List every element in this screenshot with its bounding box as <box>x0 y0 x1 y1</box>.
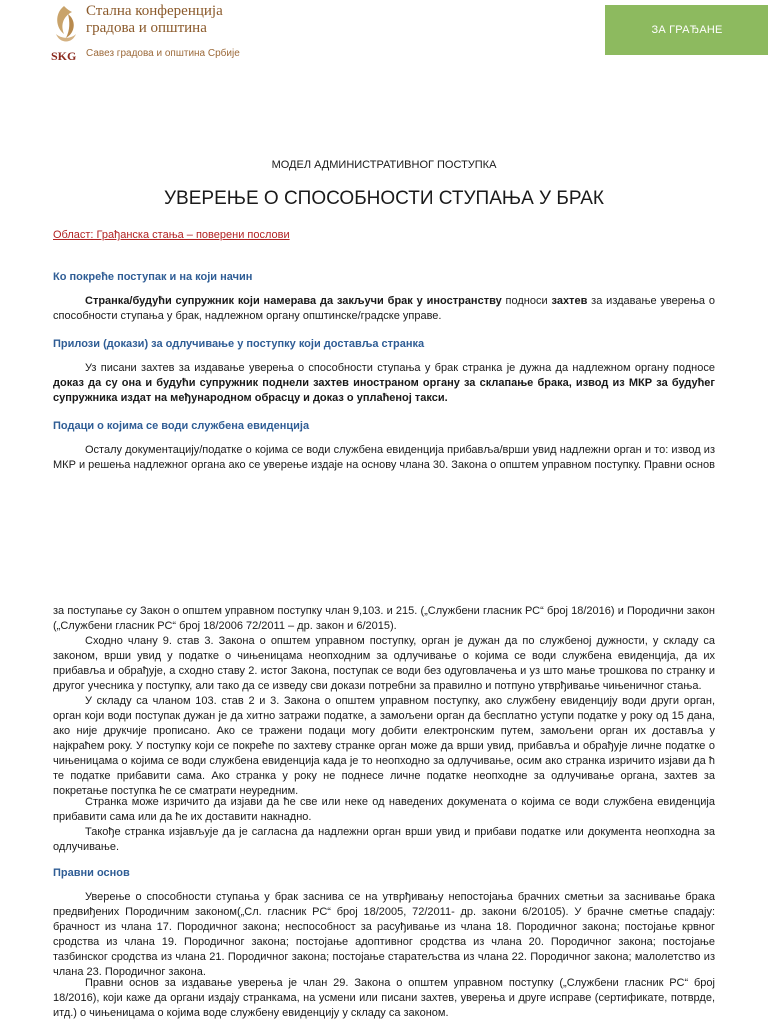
document-title: УВЕРЕЊЕ О СПОСОБНОСТИ СТУПАЊА У БРАК <box>163 188 604 209</box>
section-heading-legal-basis: Правни основ <box>53 867 130 879</box>
paragraph-records-5: Странка може изричито да изјави да ће све или неке од наведених докумената о којима се води службена евиденција прибавити сама или да ће их доставити накнадно. <box>53 796 715 823</box>
paragraph-legal-basis-1: Уверење о способности ступања у брак заснива се на утврђивању непостојања брачних сметњи за заснивање брака предвиђених Породичним законом(„Сл. гласник РС“ број 18/2005, 72/2011- др. закони 6/20105). У брачне сметње спадају: брачност из члана 17. Породичног закона; неспособност за расуђивање из члана 18. Породичног закона; постојање крвног сродства из члана 19. Породичног закона; постојање адоптивног сродства из члана 20. Породичног закона; постојање тазбинског сродства из члана 21. Породичног закона; постојање старатељства из члана 22. Породичног закона; малолетство из члана 23. Породичног закона. <box>53 891 715 978</box>
logo-mark-icon <box>50 4 82 66</box>
paragraph-records-6: Такође странка изјављује да је сагласна да надлежни орган врши увид и прибави податке или документа неопходна за одлучивање. <box>53 826 715 853</box>
paragraph-initiation <box>53 294 715 324</box>
document-overline: МОДЕЛ АДМИНИСТРАТИВНОГ ПОСТУПКА <box>271 159 497 171</box>
paragraph-records-1: Осталу документацију/податке о којима се води службена евиденција прибавља/врши увид надлежни орган и то: извод из МКР и решења надлежног органа ако се уверење издаје на основу члана 30. Закона о општем управном поступку. Правни основ <box>53 444 715 471</box>
paragraph-records-4: У складу са чланом 103. став 2 и 3. Закона о општем управном поступку, ако службену евиденцију води други орган, орган који води поступак дужан је да хитно затражи податке, а замољени орган да бесплатно уступи податке у року од 15 дана, ако није друкчије прописано. Ако се тражени подаци могу добити електронским путем, замољени орган их доставља у најкраћем року. У поступку који се покреће по захтеву странке орган може да врши увид, прибавља и обрађује личне податке о чињеницама о којима се води службена евиденција када је то неопходно за одлучивање, осим ако странка изричито изјави да ћ те податке прибавити сама. Ако странка у року не поднесе личне податке неопходне за одлучивање органа, захтев за покретање поступка ће се сматрати неуредним. <box>53 695 715 797</box>
section-heading-initiation: Ко покреће поступак и на који начин <box>53 271 253 283</box>
section-heading-official-records: Подаци о којима се води службена евиденција <box>53 420 310 432</box>
citizens-button[interactable]: ЗА ГРАЂАНЕ <box>605 5 768 55</box>
logo-title-line1: Стална конференција <box>86 3 223 19</box>
paragraph-records-2: за поступање су Закон о општем управном поступку члан 9,103. и 215. („Службени гласник РС“ број 18/2016) и Породични закон („Службени гласник РС“ број 18/2006 72/2011 – др. закон и 6/2015). <box>53 605 715 632</box>
text: за издавање уверења о способности ступања у брак, надлежном органу општинске/градске управе. <box>53 295 716 322</box>
section-heading-attachments: Прилози (докази) за одлучивање у поступку који доставља странка <box>53 338 425 350</box>
bold-text: захтев <box>551 295 588 307</box>
logo-mark-text: SKG <box>51 49 77 63</box>
logo-title-line2: градова и општина <box>86 20 207 36</box>
text: Уз писани захтев за издавање уверења о способности ступања у брак странка је дужна да надлежном органу подносе <box>85 362 715 374</box>
area-link[interactable]: Област: Грађанска стања – поверени послови <box>53 229 290 241</box>
organization-logo[interactable] <box>50 2 240 68</box>
logo-tagline: Савез градова и општина Србије <box>86 48 240 59</box>
bold-text: Странка/будући супружник који намерава да закључи брак у иностранству <box>85 295 502 307</box>
paragraph-attachments <box>53 361 715 406</box>
text: подноси <box>501 295 552 307</box>
paragraph-legal-basis-2: Правни основ за издавање уверења је члан 29. Закона о општем управном поступку („Службени гласник РС“ број 18/2016), који каже да органи издају странкама, на усмени или писани захтев, уверења и друге исправе (сертификате, потврде, итд.) о чињеницама о којима воде службену евиденцију у складу са законом. <box>53 977 715 1019</box>
bold-text: доказ да су она и будући супружник поднели захтев иностраном органу за склапање брака, извод из МКР за будућег супружника издат на међународном обрасцу и доказ о уплаћеној такси. <box>53 377 715 404</box>
paragraph-records-3: Сходно члану 9. став 3. Закона о општем управном поступку, орган је дужан да по службеној дужности, у складу са законом, врши увид у податке о чињеницама неопходним за одлучивање о којима се води службена евиденција, да их прибавља и обрађује, а сходно ставу 2. истог Закона, поступак се води без одуговлачења и уз што мање трошкова по странку и другог учесника у поступку, али тако да се изведу сви докази потребни за правилно и потпуно утврђивање чињеничног стања. <box>53 635 715 692</box>
